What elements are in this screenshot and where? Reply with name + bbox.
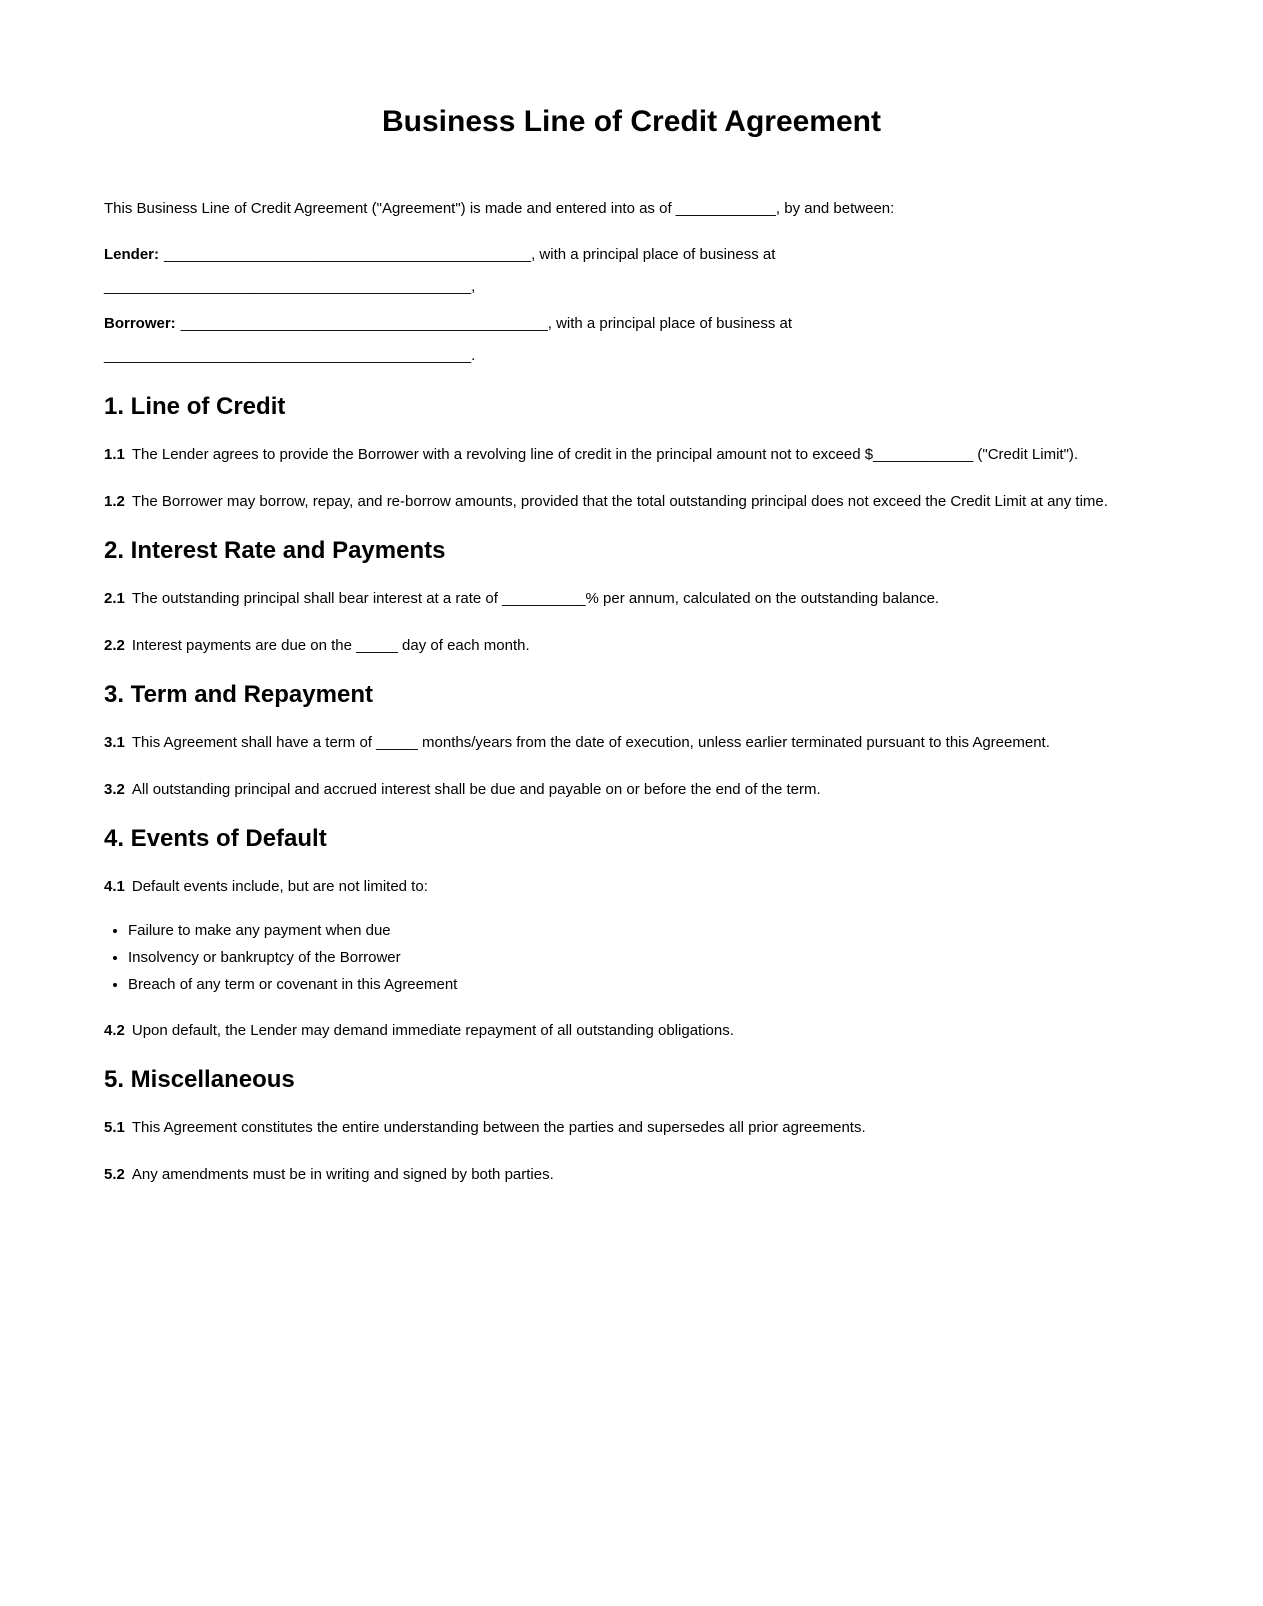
clause-number: 4.2 [104, 1022, 125, 1039]
clause-4-1 [104, 873, 1159, 901]
payment-day-blank: _____ [356, 637, 398, 654]
credit-limit-blank: ____________ [873, 446, 974, 463]
party-lender [104, 239, 1159, 303]
document-page [0, 104, 1263, 1606]
clause-text: ("Credit Limit"). [973, 446, 1079, 463]
clause-text: This Agreement shall have a term of [131, 734, 377, 751]
clause-text: Any amendments must be in writing and signed by both parties. [131, 1166, 554, 1183]
borrower-after-name-text: , with a principal place of business at [547, 315, 793, 332]
lender-name-blank: ____________________________________________ [164, 246, 532, 263]
default-event-item: • Breach of any term or covenant in this Agreement [128, 971, 1159, 998]
default-event-item: • Insolvency or bankruptcy of the Borrower [128, 944, 1159, 971]
clause-text: This Agreement constitutes the entire understanding between the parties and supersedes all prior agreements. [131, 1119, 866, 1136]
clause-number: 3.1 [104, 734, 125, 751]
clause-number: 5.1 [104, 1119, 125, 1136]
clause-text: The outstanding principal shall bear interest at a rate of [131, 590, 503, 607]
interest-rate-blank: __________ [502, 590, 586, 607]
clause-number: 2.2 [104, 637, 125, 654]
lender-label: Lender: [104, 246, 160, 263]
clause-5-1 [104, 1114, 1159, 1142]
clause-3-2 [104, 776, 1159, 804]
default-events-list [104, 917, 1159, 998]
clause-text: Interest payments are due on the [131, 637, 357, 654]
clause-text: The Lender agrees to provide the Borrower with a revolving line of credit in the principal amount not to exceed $ [131, 446, 874, 463]
section-heading-term-repayment: 3. Term and Repayment [104, 681, 373, 708]
clause-number: 1.1 [104, 446, 125, 463]
clause-number: 2.1 [104, 590, 125, 607]
borrower-address-terminator: . [471, 347, 476, 364]
section-heading-line-of-credit: 1. Line of Credit [104, 393, 286, 420]
page-title: Business Line of Credit Agreement [382, 105, 881, 138]
clause-5-2 [104, 1161, 1159, 1189]
clause-1-2 [104, 488, 1159, 516]
clause-2-2 [104, 632, 1159, 660]
intro-paragraph [104, 195, 1159, 223]
section-heading-miscellaneous: 5. Miscellaneous [104, 1066, 295, 1093]
borrower-label: Borrower: [104, 315, 176, 332]
clause-4-2 [104, 1017, 1159, 1045]
clause-2-1 [104, 585, 1159, 613]
party-borrower [104, 308, 1159, 372]
clause-1-1 [104, 441, 1159, 469]
section-heading-events-of-default: 4. Events of Default [104, 825, 327, 852]
clause-text: Upon default, the Lender may demand immediate repayment of all outstanding obligations. [131, 1022, 734, 1039]
clause-number: 3.2 [104, 781, 125, 798]
agreement-date-blank: ____________ [675, 200, 776, 217]
section-heading-interest-rate: 2. Interest Rate and Payments [104, 537, 446, 564]
clause-text: % per annum, calculated on the outstanding balance. [585, 590, 940, 607]
intro-text-after: , by and between: [775, 200, 895, 217]
clause-text: day of each month. [397, 637, 530, 654]
clause-text: months/years from the date of execution, unless earlier terminated pursuant to this Agreement. [417, 734, 1050, 751]
clause-text: All outstanding principal and accrued interest shall be due and payable on or before the end of the term. [131, 781, 821, 798]
clause-number: 1.2 [104, 493, 125, 510]
lender-after-name-text: , with a principal place of business at [531, 246, 776, 263]
default-event-item: • Failure to make any payment when due [128, 917, 1159, 944]
clause-3-1 [104, 729, 1159, 757]
clause-number: 4.1 [104, 878, 125, 895]
lender-address-blank: ____________________________________________ [104, 278, 472, 295]
borrower-address-blank: ____________________________________________ [104, 347, 472, 364]
borrower-name-blank: ____________________________________________ [180, 315, 548, 332]
clause-text: The Borrower may borrow, repay, and re-borrow amounts, provided that the total outstanding principal does not exceed the Credit Limit at any time. [131, 493, 1108, 510]
intro-text-before: This Business Line of Credit Agreement ("Agreement") is made and entered into as of [104, 200, 676, 217]
clause-number: 5.2 [104, 1166, 125, 1183]
term-length-blank: _____ [376, 734, 418, 751]
lender-address-terminator: , [471, 278, 476, 295]
clause-text: Default events include, but are not limited to: [131, 878, 428, 895]
